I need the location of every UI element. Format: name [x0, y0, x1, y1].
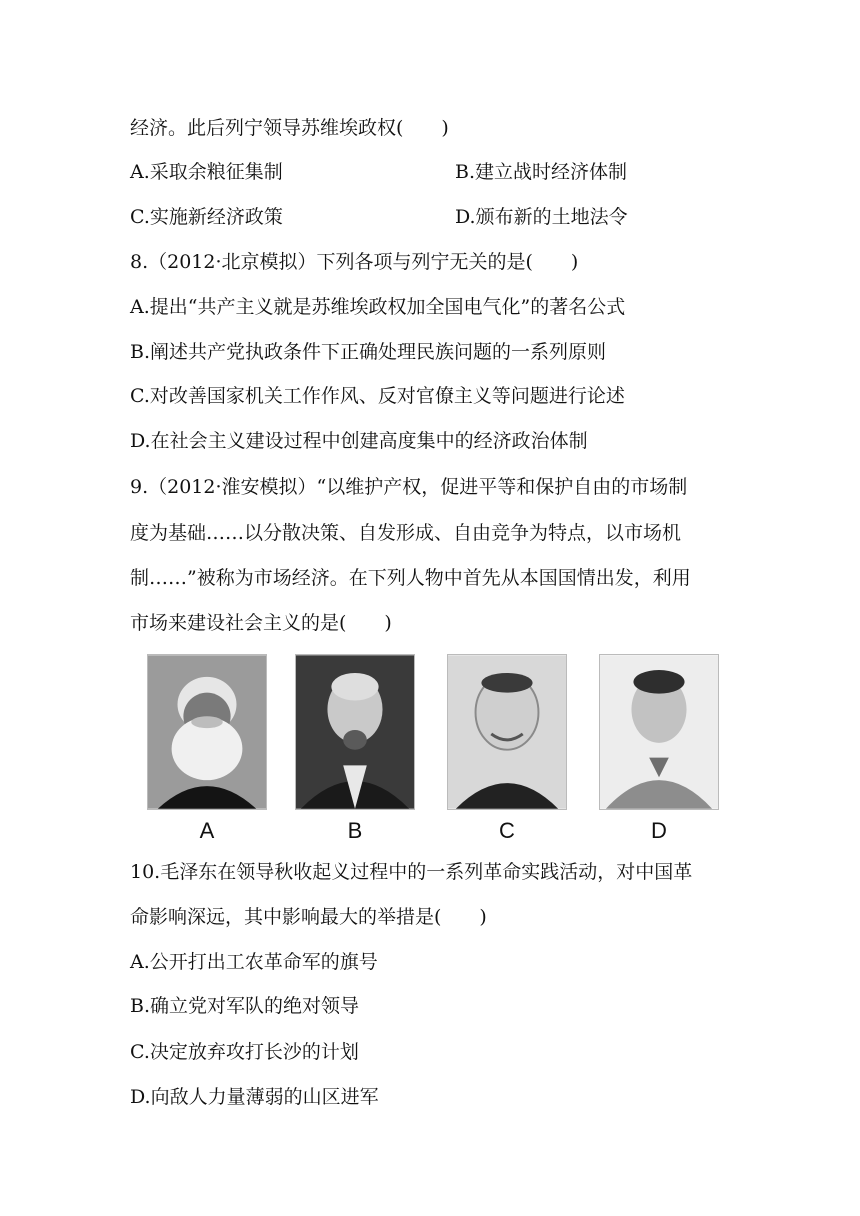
- portrait-c-image: [448, 655, 566, 809]
- q9-stem-line-2: 度为基础……以分散决策、自发形成、自由竞争为特点，以市场机: [130, 522, 682, 544]
- q7-stem-end: 经济。此后列宁领导苏维埃政权( ): [130, 117, 449, 139]
- q8-stem: 8.（2012·北京模拟）下列各项与列宁无关的是( ): [130, 251, 579, 273]
- q10-option-b: B.确立党对军队的绝对领导: [130, 995, 360, 1017]
- q9-stem-line-4: 市场来建设社会主义的是( ): [130, 612, 392, 634]
- q10-stem-line-2: 命影响深远，其中影响最大的举措是( ): [130, 906, 487, 928]
- portrait-c: [447, 654, 567, 810]
- q8-option-a: A.提出“共产主义就是苏维埃政权加全国电气化”的著名公式: [130, 296, 626, 318]
- portrait-b-image: [296, 655, 414, 809]
- q7-option-b: B.建立战时经济体制: [455, 161, 628, 183]
- q7-option-c: C.实施新经济政策: [130, 206, 283, 228]
- q10-option-c: C.决定放弃攻打长沙的计划: [130, 1041, 359, 1063]
- portrait-c-label: C: [499, 818, 515, 843]
- q10-option-a: A.公开打出工农革命军的旗号: [130, 951, 378, 973]
- q9-stem-line-3: 制……”被称为市场经济。在下列人物中首先从本国国情出发，利用: [130, 567, 691, 589]
- q10-stem-line-1: 10.毛泽东在领导秋收起义过程中的一系列革命实践活动，对中国革: [130, 861, 693, 883]
- portrait-a-label: A: [199, 818, 215, 843]
- q8-option-d: D.在社会主义建设过程中创建高度集中的经济政治体制: [130, 430, 588, 452]
- q10-option-d: D.向敌人力量薄弱的山区进军: [130, 1086, 379, 1108]
- q8-option-c: C.对改善国家机关工作作风、反对官僚主义等问题进行论述: [130, 385, 625, 407]
- portrait-a-image: [148, 655, 266, 809]
- portrait-d-label: D: [651, 818, 667, 843]
- q8-option-b: B.阐述共产党执政条件下正确处理民族问题的一系列原则: [130, 341, 607, 363]
- portrait-a: [147, 654, 267, 810]
- portrait-d-image: [600, 655, 718, 809]
- q9-stem-line-1: 9.（2012·淮安模拟）“以维护产权，促进平等和保护自由的市场制: [130, 476, 688, 498]
- q7-option-a: A.采取余粮征集制: [130, 161, 283, 183]
- portrait-b-label: B: [347, 818, 363, 843]
- portrait-b: [295, 654, 415, 810]
- portrait-d: [599, 654, 719, 810]
- q7-option-d: D.颁布新的土地法令: [455, 206, 628, 228]
